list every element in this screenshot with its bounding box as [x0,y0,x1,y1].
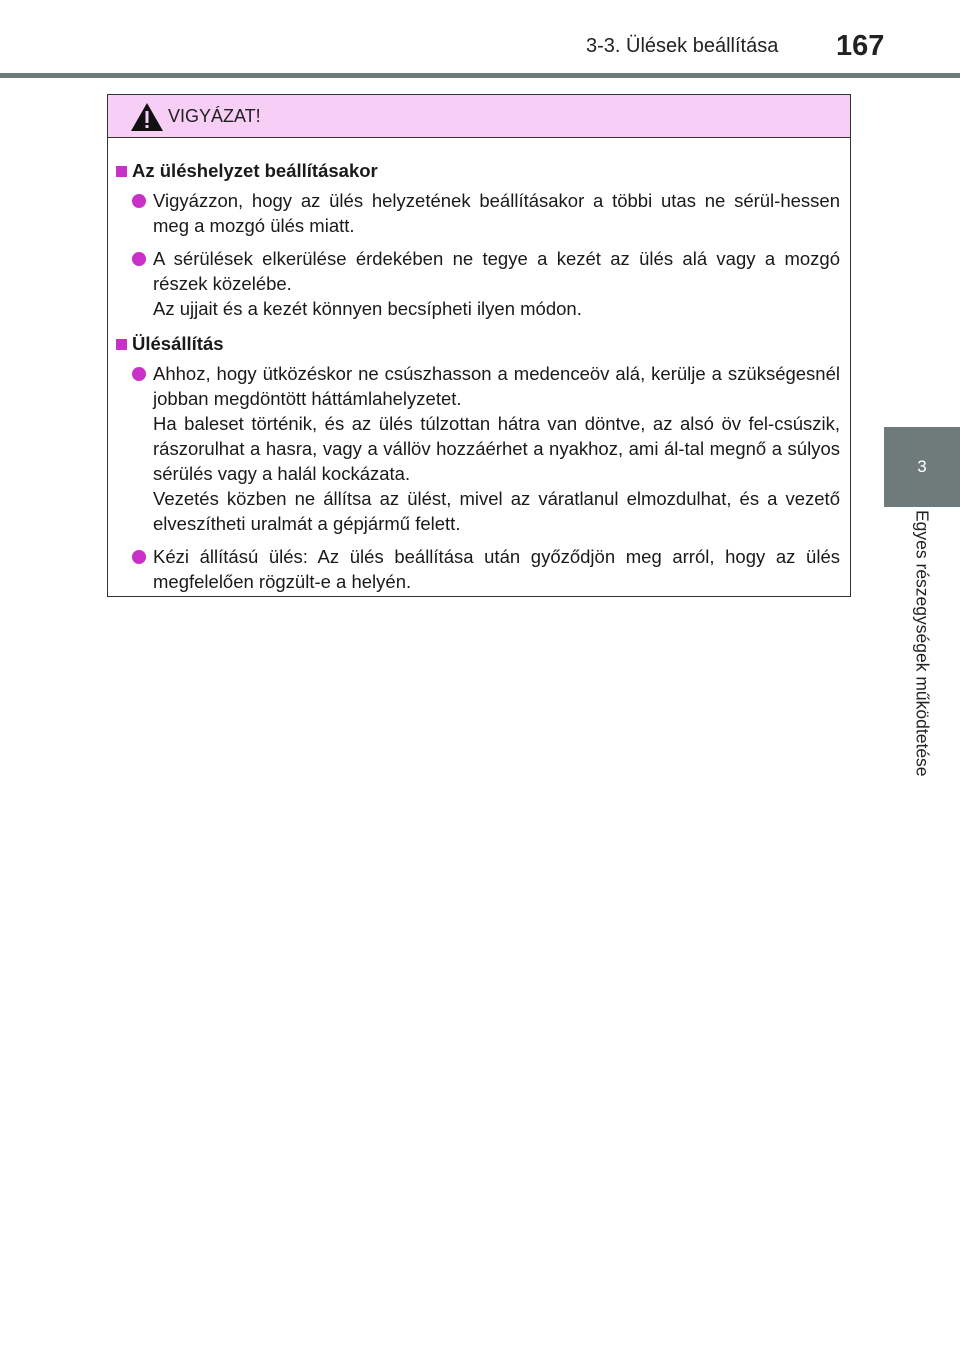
square-bullet-icon [116,166,127,177]
bullet-item [116,361,840,536]
warning-box [107,94,851,597]
page-number: 167 [836,30,885,62]
square-bullet-icon [116,339,127,350]
bullet-text: Ha baleset történik, és az ülés túlzottan hátra van döntve, az alsó öv fel-csúszik, rászorulhat a hasra, vagy a vállöv hozzáérhet a nyakhoz, ami ál-tal megnő a súlyos sérülés vagy a halál kockázata. [153,413,840,484]
warning-label: VIGYÁZAT! [168,106,261,126]
bullet-text: Vigyázzon, hogy az ülés helyzetének beállításakor a többi utas ne sérül-hessen meg a mozgó ülés miatt. [153,190,840,236]
bullet-text: Az ujjait és a kezét könnyen becsípheti ilyen módon. [153,298,582,319]
warning-body [108,138,850,594]
bullet-item [116,246,840,321]
chapter-side-label [884,510,960,830]
bullet-item [116,188,840,238]
round-bullet-icon [132,367,146,381]
bullet-text: Vezetés közben ne állítsa az ülést, mivel az váratlanul elmozdulhat, és a vezető elveszítheti uralmát a gépjármű felett. [153,488,840,534]
warning-triangle-icon [130,102,164,132]
warning-header [108,95,850,138]
section-heading [116,331,840,357]
round-bullet-icon [132,252,146,266]
section-heading-text: Az üléshelyzet beállításakor [132,160,378,181]
round-bullet-icon [132,550,146,564]
section-heading [116,158,840,184]
chapter-number: 3 [917,457,927,476]
bullet-item [116,544,840,594]
section-title: 3-3. Ülések beállítása [586,35,779,57]
section-heading-text: Ülésállítás [132,333,224,354]
bullet-text: A sérülések elkerülése érdekében ne tegye a kezét az ülés alá vagy a mozgó részek közelébe. [153,248,840,294]
chapter-title: Egyes részegységek működtetése [912,510,933,777]
bullet-text: Ahhoz, hogy ütközéskor ne csúszhasson a medenceöv alá, kerülje a szükségesnél jobban megdöntött háttámlahelyzetet. [153,363,840,409]
round-bullet-icon [132,194,146,208]
header-divider [0,73,960,78]
bullet-text: Kézi állítású ülés: Az ülés beállítása után győződjön meg arról, hogy az ülés megfelelően rögzült-e a helyén. [153,546,840,592]
chapter-tab [884,427,960,507]
